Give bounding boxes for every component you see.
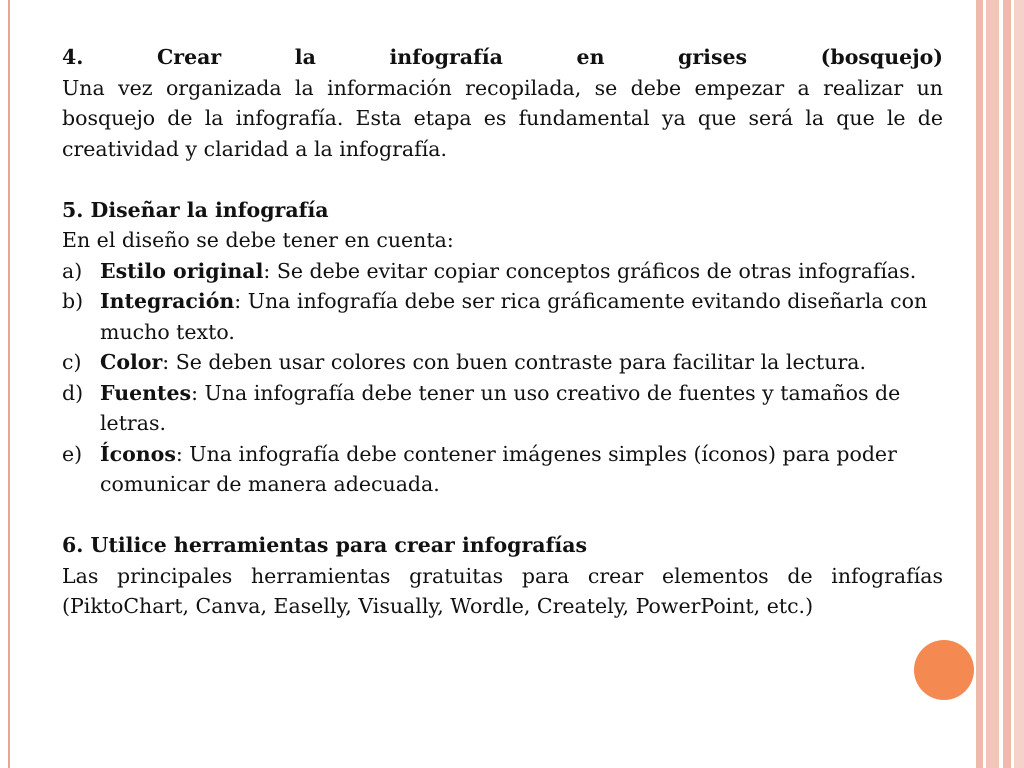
spacer xyxy=(62,164,943,195)
list-marker: e) xyxy=(62,441,83,466)
list-item xyxy=(62,286,943,347)
item-text: : Se deben usar colores con buen contraste para facilitar la lectura. xyxy=(162,350,867,374)
list-marker: a) xyxy=(62,258,83,283)
section-6-body: Las principales herramientas gratuitas para crear elementos de infografías (PiktoChart, Canva, Easelly, Visually, Wordle, Creately, PowerPoint, etc.) xyxy=(62,563,943,618)
section-6-heading: 6. Utilice herramientas para crear infografías xyxy=(62,533,588,557)
decorative-stripe xyxy=(1014,0,1024,768)
decorative-stripe xyxy=(986,0,999,768)
slide-body xyxy=(62,42,943,622)
list-marker: b) xyxy=(62,289,84,313)
item-term: Integración xyxy=(100,289,235,313)
item-text: : Se debe evitar copiar conceptos gráficos de otras infografías. xyxy=(263,258,917,283)
list-item xyxy=(62,347,943,378)
list-marker: d) xyxy=(62,380,84,405)
spacer xyxy=(62,500,943,531)
left-frame-line xyxy=(8,0,10,768)
item-text: : Una infografía debe ser rica gráficamente evitando diseñarla con mucho texto. xyxy=(100,289,928,344)
section-5-intro: En el diseño se debe tener en cuenta: xyxy=(62,228,454,252)
item-text: : Una infografía debe tener un uso creativo de fuentes y tamaños de letras. xyxy=(100,380,901,435)
list-item xyxy=(62,439,943,500)
list-item xyxy=(62,378,943,439)
item-term: Estilo original xyxy=(100,258,264,283)
item-text: : Una infografía debe contener imágenes simples (íconos) para poder comunicar de manera adecuada. xyxy=(100,441,897,496)
list-marker: c) xyxy=(62,350,82,374)
item-term: Íconos xyxy=(100,441,176,466)
decorative-stripe xyxy=(1003,0,1011,768)
section-5-heading: 5. Diseñar la infografía xyxy=(62,197,329,222)
decorative-stripe xyxy=(976,0,983,768)
list-item xyxy=(62,256,943,287)
accent-circle xyxy=(914,640,974,700)
section-4-body: Una vez organizada la información recopilada, se debe empezar a realizar un bosquejo de la infografía. Esta etapa es fundamental ya que será la que le de creatividad y claridad a la infografía. xyxy=(62,75,943,161)
design-criteria-list xyxy=(62,256,943,500)
item-term: Color xyxy=(100,350,163,374)
item-term: Fuentes xyxy=(100,380,192,405)
section-4-heading: 4. Crear la infografía en grises (bosquejo) xyxy=(62,45,943,69)
